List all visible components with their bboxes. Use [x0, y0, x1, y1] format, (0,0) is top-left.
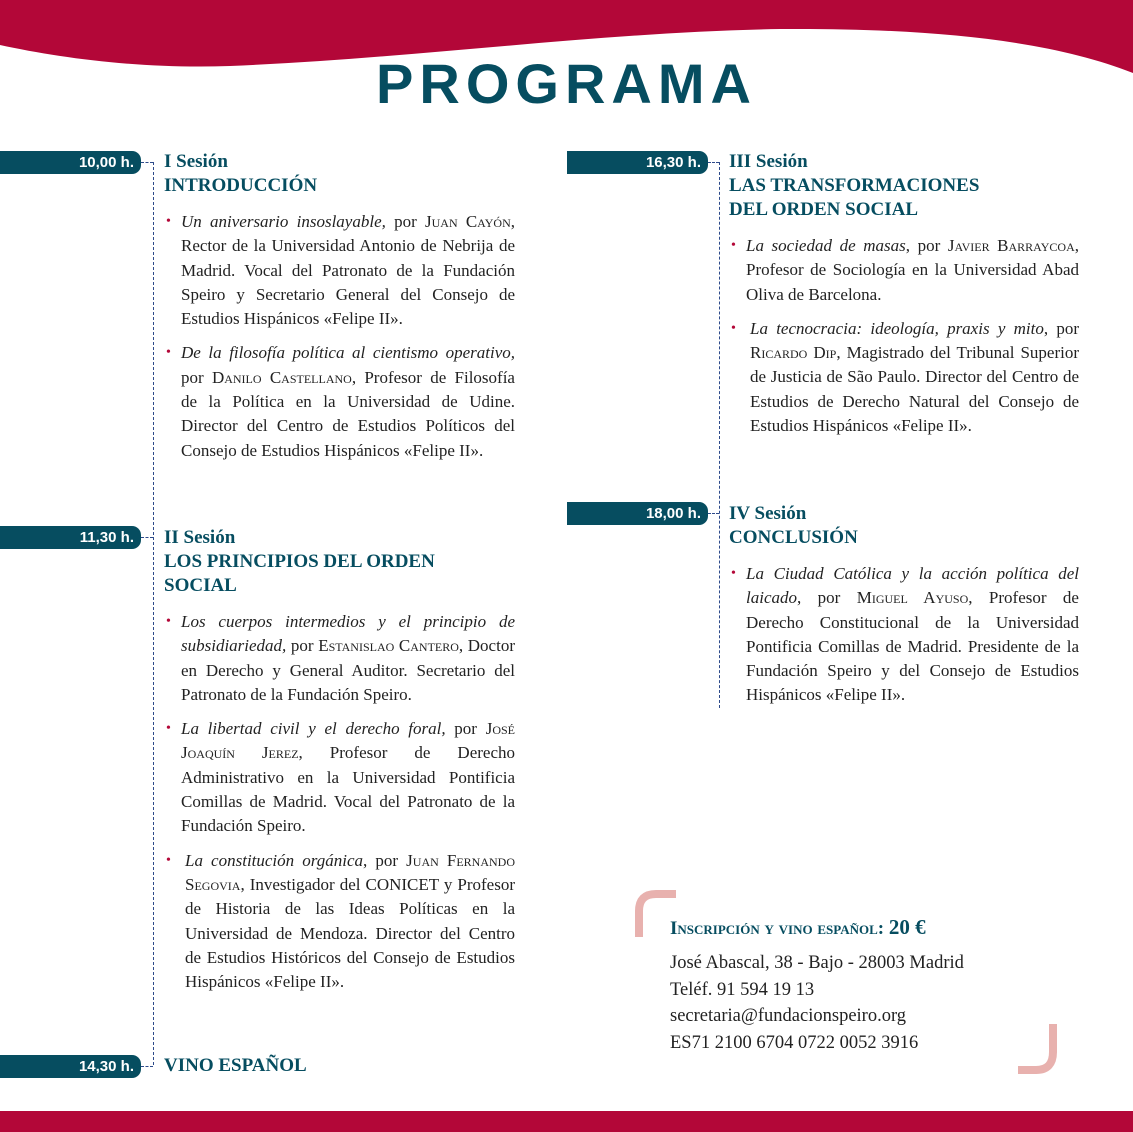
timeline-dashed-line [719, 162, 720, 708]
session-1 [164, 150, 515, 473]
session-label: I Sesión [164, 151, 228, 172]
bullet-icon: • [166, 614, 171, 629]
session-heading: VINO ESPAÑOL [164, 1055, 307, 1076]
session-4 [729, 502, 1079, 718]
registration-price: 20 € [888, 915, 926, 939]
talk-bio: , Investigador del CONICET y Profesor de Historia de las Ideas Políticas en la Universidad de Mendoza. Director del Centro de Estudios Históricos del Consejo de Estudios Hispánicos «Felipe II». [185, 874, 515, 992]
talk-item [729, 317, 1079, 438]
address: José Abascal, 38 - Bajo - 28003 Madrid [670, 953, 964, 973]
email-link[interactable]: secretaria@fundacionspeiro.org [670, 1006, 907, 1026]
connector-dash [141, 1066, 153, 1067]
talk-por: por [445, 719, 486, 739]
phone: Teléf. 91 594 19 13 [670, 979, 815, 1000]
talk-bio: , Magistrado del Tribunal Superior de Justicia de São Paulo. Director del Centro de Estudios de Derecho Natural del Consejo de Estudios Hispánicos «Felipe II». [750, 343, 1079, 436]
time-badge: 18,00 h. [567, 502, 708, 525]
talk-item [164, 717, 515, 838]
time-badge: 16,30 h. [567, 151, 708, 174]
talk-title: La sociedad de masas [746, 236, 906, 255]
talk-title: La tecnocracia: ideología, praxis y mito [750, 318, 1044, 338]
talk-speaker: Ricardo Dip [750, 343, 837, 363]
talk-por: , por [363, 850, 407, 870]
timeline-dashed-line [153, 162, 154, 1065]
bullet-icon: • [166, 345, 171, 361]
session-label: IV Sesión [729, 503, 807, 524]
talk-speaker: Danilo Castellano [211, 367, 352, 387]
talk-bio: , Doctor en Derecho y General Auditor. Secretario del Patronato de la Fundación Speiro. [181, 636, 515, 704]
connector-dash [708, 162, 719, 163]
session-heading: LOS PRINCIPIOS DEL ORDEN SOCIAL [164, 551, 435, 596]
bullet-icon: • [166, 852, 171, 868]
registration-info [670, 912, 1070, 1056]
talk-bio: , Rector de la Universidad Antonio de Nebrija de Madrid. Vocal del Patronato de la Fundación Speiro y Secretario General del Consejo de Estudios Hispánicos «Felipe II». [181, 212, 515, 329]
talk-por: por [181, 367, 212, 387]
page-title: PROGRAMA [376, 52, 757, 115]
bottom-bar [0, 1111, 1133, 1132]
talk-title: Los cuerpos intermedios y el principio de subsidiariedad, [181, 612, 515, 656]
talk-bio: , Profesor de Derecho Administrativo en la Universidad Pontificia Comillas de Madrid. Vocal del Patronato de la Fundación Speiro. [181, 743, 515, 836]
talk-title: La constitución orgánica [185, 850, 364, 870]
session-2 [164, 526, 515, 1004]
session-heading: INTRODUCCIÓN [164, 175, 318, 196]
talk-bio: , Profesor de Filosofía de la Política en la Universidad de Udine. Director del Centro de Estudios Políticos del Consejo de Estudios Hispánicos «Felipe II». [181, 367, 515, 460]
talk-title: La libertad civil y el derecho foral, [181, 719, 446, 739]
registration-heading [670, 912, 1070, 944]
bullet-icon: • [166, 214, 171, 229]
talk-item [164, 341, 515, 462]
talk-por: , por [797, 588, 857, 608]
bullet-icon: • [166, 721, 171, 737]
registration-label: Inscripción y vino español: [670, 918, 889, 939]
session-wine [164, 1054, 515, 1078]
session-heading: LAS TRANSFORMACIONES DEL ORDEN SOCIAL [729, 175, 980, 220]
talk-speaker: Juan Cayón [425, 212, 511, 231]
bullet-icon: • [731, 566, 736, 581]
session-label: II Sesión [164, 527, 236, 548]
talk-title: Un aniversario insoslayable, [181, 212, 386, 231]
time-badge: 14,30 h. [0, 1055, 141, 1078]
talk-speaker: Miguel Ayuso [856, 588, 969, 608]
talk-por: , por [905, 236, 948, 255]
talk-title: De la filosofía política al cientismo operativo, [181, 343, 515, 363]
session-heading: CONCLUSIÓN [729, 527, 858, 548]
bullet-icon: • [731, 320, 736, 336]
talk-bio: , Profesor de Derecho Constitucional de la Universidad Pontificia Comillas de Madrid. Presidente de la Fundación Speiro y del Consejo de Estudios Hispánicos «Felipe II». [746, 588, 1079, 705]
talk-por: por [385, 212, 425, 231]
talk-por: por [286, 636, 319, 656]
talk-speaker: Javier Barraycoa [947, 236, 1075, 255]
talk-bio: , Profesor de Sociología en la Universidad Abad Oliva de Barcelona. [746, 236, 1079, 304]
time-badge: 10,00 h. [0, 151, 141, 174]
talk-por: , por [1043, 318, 1080, 338]
time-badge: 11,30 h. [0, 526, 141, 549]
connector-dash [708, 513, 719, 514]
talk-title: La Ciudad Católica y la acción política del laicado [746, 564, 1079, 608]
talk-item [164, 210, 515, 331]
talk-speaker: Estanislao Cantero [318, 636, 459, 656]
talk-item [729, 234, 1079, 307]
talk-item [164, 610, 515, 707]
talk-item [164, 849, 515, 995]
connector-dash [141, 537, 153, 538]
session-3 [729, 150, 1079, 448]
talk-item [729, 562, 1079, 708]
talk-speaker: José Joaquín Jerez [181, 719, 515, 763]
connector-dash [141, 162, 153, 163]
talk-speaker: Juan Fernando Segovia [185, 850, 515, 894]
iban: ES71 2100 6704 0722 0052 3916 [670, 1032, 919, 1053]
session-label: III Sesión [729, 151, 808, 172]
bullet-icon: • [731, 238, 736, 253]
